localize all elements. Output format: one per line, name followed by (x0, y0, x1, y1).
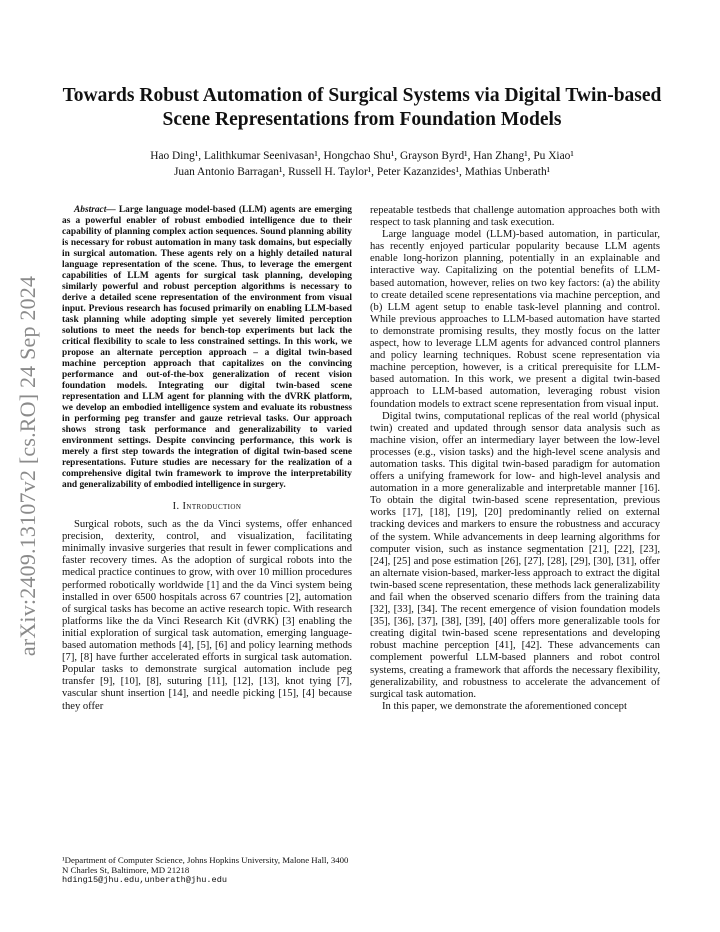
abstract-text: — Large language model-based (LLM) agents are emerging as a powerful enabler of robust embodied intelligence due to their capability of planning complex action sequences. Sound planning ability is necessary for robust automation in many task domains, but especially in surgical automation. These agents rely on a highly detailed natural language representation of the scene. Thus, to leverage the emergent capabilities of LLM agents for surgical task planning, developing similarly powerful and robust perception algorithms is necessary to derive a detailed scene representation of the environment from visual input. Previous research has focused primarily on enabling LLM-based task planning while adopting simple yet severely limited perception solutions to meet the needs for bench-top experiments but lack the critical flexibility to scale to less constrained settings. In this work, we propose an alternate perception approach – a digital twin-based machine perception approach that capitalizes on the convincing performance and out-of-the-box generalization of recent vision foundation models. Integrating our digital twin-based scene representation and LLM agent for planning with the dVRK platform, we develop an embodied intelligence system and evaluate its robustness in performing peg transfer and gauze retrieval tasks. Our approach shows strong task performance and generalizability to varied environment settings. Despite convincing performance, this work is merely a first step towards the integration of digital twin-based scene representations. Future studies are necessary for the realization of a comprehensive digital twin framework to improve the interpretability and generalizability of embodied intelligence in surgery. (62, 205, 352, 490)
author-line-2: Juan Antonio Barragan¹, Russell H. Taylor¹, Peter Kazanzides¹, Mathias Unberath¹ (173, 165, 551, 178)
author-line-1: Hao Ding¹, Lalithkumar Seenivasan¹, Hongchao Shu¹, Grayson Byrd¹, Han Zhang¹, Pu Xiao¹ (150, 150, 574, 162)
section-title: Introduction (182, 501, 242, 512)
intro-paragraph-1: Surgical robots, such as the da Vinci systems, offer enhanced precision, dexterity, control, and visualization, facilitating minimally invasive surgeries that result in fewer complications and faster recovery times. As the adoption of surgical robots into the medical practice continues to grow, with over 10 million procedures performed robotically worldwide [1] and the da Vinci system being installed in over 6500 hospitals across 67 countries [2], automation of surgical tasks has become an active research topic. With research platforms like the da Vinci Research Kit (dVRK) [3] enabling the initial exploration of surgical task automation, emerging language-based automation methods [4], [5], [6] and policy learning methods [7], [8] have further accelerated efforts in surgical task automation. Popular tasks to demonstrate surgical automation include peg transfer [9], [10], [8], suturing [11], [12], [13], knot tying [7], vascular shunt insertion [14], and needle picking [15], [4] because they offer (62, 519, 352, 712)
arxiv-identifier-text: arXiv:2409.13107v2 [cs.RO] 24 Sep 2024 (15, 275, 40, 657)
arxiv-identifier-stamp (2, 246, 54, 686)
section-heading-introduction (62, 501, 352, 513)
author-list (62, 149, 662, 180)
intro-paragraph-2: Large language model (LLM)-based automation, in particular, has recently enjoyed particular popularity because LLM agents enable long-horizon planning, potentially in an explainable and interactive way. Capitalizing on the potential benefits of LLM-based automation, however, relies on two key factors: (a) the ability to create detailed scene representations via machine perception, and (b) LLM agent setup to enable task-level planning and control. While previous approaches to LLM-based automation have started to demonstrate promising results, they mostly focus on the latter aspect, how to leverage LLM agents for advanced control planners and policy learning techniques. Robust scene representation via machine perception, however, is a critical prerequisite for LLM-based automation. In this work, we present a digital twin-based approach to LLM-based automation, leveraging robust vision foundation models to extract scene representation from visual input. (370, 229, 660, 410)
abstract (62, 205, 352, 491)
intro-paragraph-continued: repeatable testbeds that challenge automation approaches both with respect to task planning and task execution. (370, 205, 660, 229)
intro-paragraph-4: In this paper, we demonstrate the aforementioned concept (382, 700, 627, 712)
intro-paragraph-3: Digital twins, computational replicas of the real world (physical twin) created and updated through sensor data analysis such as machine vision, offer an intermediary layer between the low-level processes (e.g., vision tasks) and the high-level scene analysis and automation tasks. This digital twin-based paradigm for automation offers a unifying framework for low- and high-level analysis and automation in a more generalizable and interpretable manner [16]. To obtain the digital twin-based scene representation, previous works [17], [18], [19], [20] predominantly relied on external tracking devices and markers to ensure the robustness and accuracy of the system. While advancements in deep learning algorithms for computer vision, such as instance segmentation [21], [22], [23], [24], [25] and pose estimation [26], [27], [28], [29], [30], [31], offer an alternate vision-based, marker-less approach to extract the digital twin-based scene representation, these methods lack generalizability and fail when the observed scenario differs from the training data [32], [33], [34]. The recent emergence of vision foundation models [35], [36], [37], [38], [39], [40] offers more generalizable tools for creating digital twin-based scene representations and developing robust machine perception [41], [42]. These advancements can complement powerful LLM-based planners and robot control systems, creating a framework that affords the necessary flexibility, generalizability, and robustness to accelerate the advancement of surgical task automation. (370, 410, 660, 700)
abstract-lead: Abstract (74, 205, 107, 215)
right-column (370, 205, 660, 713)
affiliation-footnote (62, 855, 352, 885)
section-number: I. (172, 501, 183, 512)
paper-title: Towards Robust Automation of Surgical Systems via Digital Twin-based Scene Representations from Foundation Models (62, 85, 662, 130)
left-column (62, 205, 352, 713)
author-emails: hding15@jhu.edu,unberath@jhu.edu (62, 875, 228, 885)
affiliation-text: ¹Department of Computer Science, Johns Hopkins University, Malone Hall, 3400 N Charles St, Baltimore, MD 21218 (62, 855, 349, 875)
